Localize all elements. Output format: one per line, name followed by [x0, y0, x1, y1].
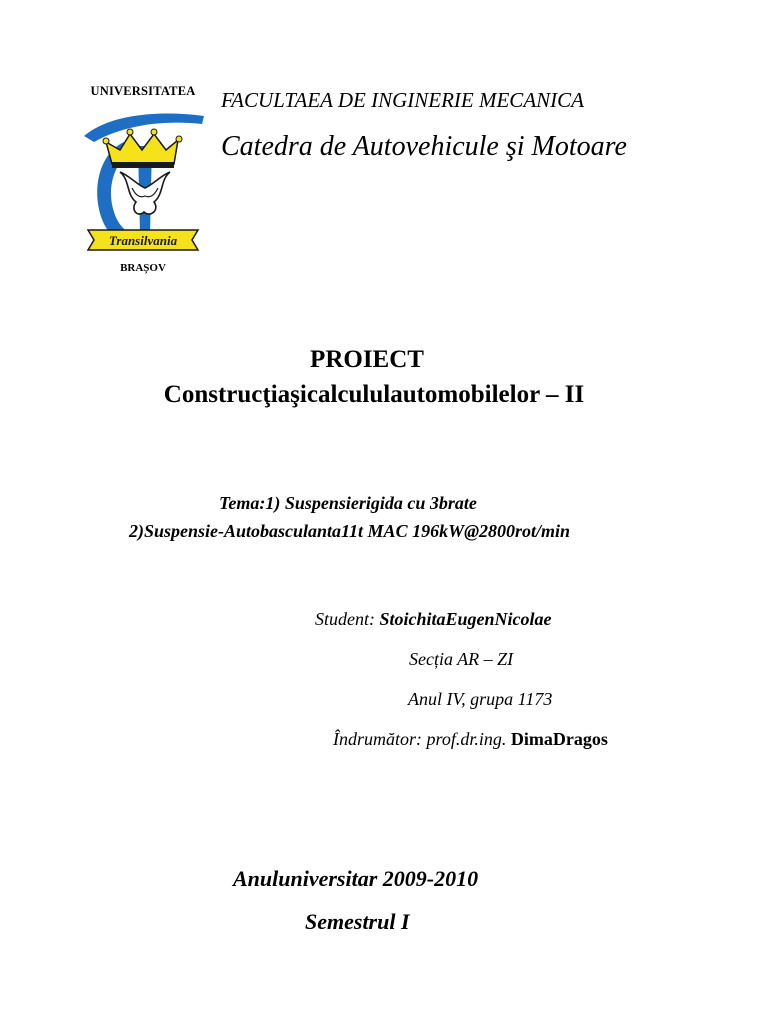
theme-line-2: 2)Suspensie-Autobasculanta11t MAC 196kW@2800rot/min — [129, 521, 571, 541]
logo-city-text: BRAȘOV — [120, 262, 166, 274]
academic-year: Anuluniversitar 2009-2010 — [233, 866, 479, 891]
supervisor-name: DimaDragos — [510, 729, 608, 749]
section-line: Secția AR – ZI — [409, 649, 514, 669]
logo-emblem-icon — [80, 84, 206, 274]
course-title: Construcţiaşicalcululautomobilelor – II — [163, 381, 585, 408]
student-name: StoichitaEugenNicolae — [379, 609, 552, 629]
university-logo — [80, 84, 206, 274]
semester: Semestrul I — [305, 909, 410, 934]
logo-banner-text: Transilvania — [108, 233, 178, 248]
theme-line-1: Tema:1) Suspensierigida cu 3brate — [219, 493, 477, 513]
supervisor-line — [333, 729, 608, 750]
year-group-line: Anul IV, grupa 1173 — [408, 689, 553, 709]
student-label: Student: — [315, 609, 380, 629]
faculty-name: FACULTAEA DE INGINERIE MECANICA — [221, 88, 584, 112]
logo-university-text: UNIVERSITATEA — [90, 84, 196, 98]
student-line — [315, 609, 552, 630]
project-label: PROIECT — [310, 346, 424, 373]
department-name: Catedra de Autovehicule şi Motoare — [221, 131, 627, 162]
supervisor-label: Îndrumător: prof.dr.ing. — [333, 729, 511, 749]
